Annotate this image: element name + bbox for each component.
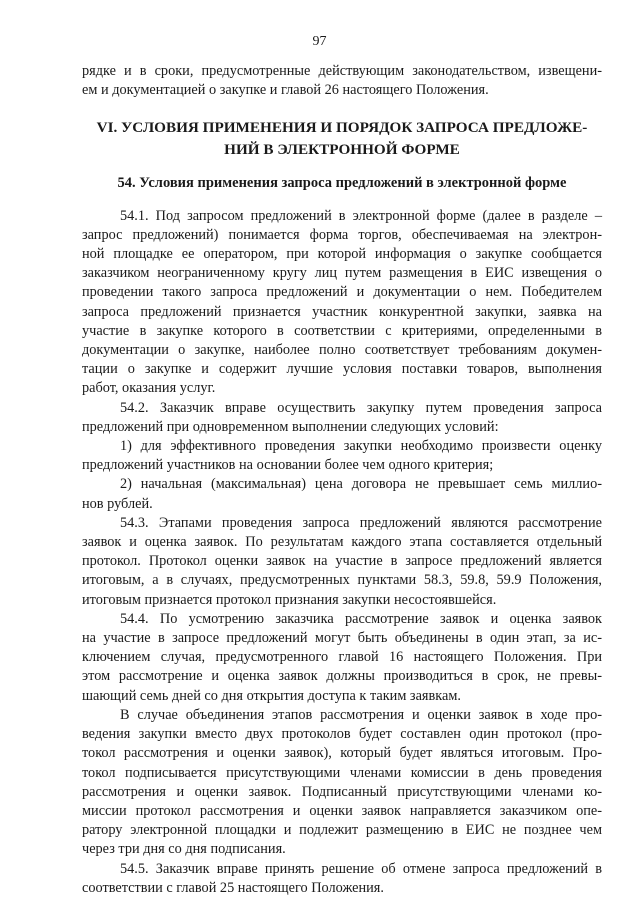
- text-line: итоговым признается протокол признания закупки несостоявшейся.: [82, 591, 497, 608]
- text-line: ной площадке ее оператором, при которой информация о закупке сообщается: [82, 246, 602, 263]
- text-line: протокол. Протокол оценки заявок на участие в запросе предложений является: [82, 553, 602, 570]
- text-line: нов рублей.: [82, 495, 153, 512]
- section-title: [82, 117, 602, 161]
- text-line: миссии протокол рассмотрения и оценки заявок направляется заказчиком опе-: [82, 802, 602, 819]
- text-line: ем и документацией о закупке и главой 26 настоящего Положения.: [82, 82, 489, 99]
- text-line: 54.3. Этапами проведения запроса предложений являются рассмотрение: [120, 514, 602, 531]
- paragraph-merge-case: [82, 706, 602, 860]
- text-line: предложений при одновременном выполнении следующих условий:: [82, 418, 499, 435]
- text-line: через три дня со дня подписания.: [82, 841, 286, 858]
- section-title-line: НИЙ В ЭЛЕКТРОННОЙ ФОРМЕ: [224, 141, 460, 159]
- paragraph-54-5: [82, 860, 602, 898]
- text-line: токол подписывается присутствующими членами комиссии в день проведения: [82, 764, 602, 781]
- text-line: соответствии с главой 25 настоящего Положения.: [82, 879, 384, 896]
- text-line: заявок и оценка заявок. По результатам каждого этапа составляется отдельный: [82, 534, 602, 551]
- text-line: 54.1. Под запросом предложений в электронной форме (далее в разделе –: [120, 207, 602, 224]
- paragraph-54-1: [82, 207, 602, 399]
- text-line: запроса предложений признается участник конкурентной закупки, заявка на: [82, 303, 602, 320]
- text-line: документации о закупке, наиболее полно соответствует требованиям докумен-: [82, 342, 602, 359]
- text-line: 1) для эффективного проведения закупки необходимо произвести оценку: [120, 438, 602, 455]
- list-item-1: [82, 437, 602, 475]
- list-item-2: [82, 475, 602, 513]
- paragraph-54-3: [82, 514, 602, 610]
- intro-paragraph: [82, 62, 602, 100]
- text-line: ключением случая, предусмотренного главой 16 настоящего Положения. При: [82, 649, 602, 666]
- subsection-title: 54. Условия применения запроса предложений в электронной форме: [117, 175, 567, 192]
- text-line: 54.2. Заказчик вправе осуществить закупку путем проведения запроса: [120, 399, 602, 416]
- paragraph-54-2: [82, 399, 602, 437]
- section-title-line: VI. УСЛОВИЯ ПРИМЕНЕНИЯ И ПОРЯДОК ЗАПРОСА ПРЕДЛОЖЕ-: [96, 119, 588, 137]
- text-line: запрос предложений) понимается форма торгов, обеспечиваемая на электрон-: [82, 226, 602, 243]
- text-line: тации о закупке и содержит лучшие условия поставки товаров, выполнения: [82, 361, 602, 378]
- text-line: итоговым, а в случаях, предусмотренных пунктами 58.3, 59.8, 59.9 Положения,: [82, 572, 602, 589]
- text-line: токол рассмотрения и оценки заявок), который будет являться итоговым. Про-: [82, 745, 602, 762]
- page-content: [82, 62, 602, 898]
- text-line: ратору электронной площадки и подлежит размещению в ЕИС не позднее чем: [82, 822, 602, 839]
- text-line: участие в закупке которого в соответствии с критериями, определенными в: [82, 322, 602, 339]
- text-line: этом рассмотрение и оценка заявок должны производиться в срок, не превы-: [82, 668, 602, 685]
- text-line: заказчиком неограниченному кругу лиц путем размещения в ЕИС извещения о: [82, 265, 602, 282]
- text-line: рядке и в сроки, предусмотренные действующим законодательством, извещени-: [82, 63, 602, 79]
- text-line: предложений участников на основании более чем одного критерия;: [82, 457, 494, 474]
- text-line: на участие в запросе предложений могут быть объединены в один этап, за ис-: [82, 630, 602, 647]
- text-line: проведении такого запроса предложений и документации о нем. Победителем: [82, 284, 602, 301]
- text-line: рассмотрения и оценки заявок. Подписанный присутствующими членами ко-: [82, 783, 602, 800]
- text-line: 2) начальная (максимальная) цена договора не превышает семь миллио-: [120, 476, 602, 493]
- text-line: работ, оказания услуг.: [82, 380, 216, 397]
- page-number: 97: [312, 34, 327, 49]
- text-line: 54.4. По усмотрению заказчика рассмотрение заявок и оценка заявок: [120, 610, 602, 627]
- paragraph-54-4: [82, 610, 602, 706]
- text-line: 54.5. Заказчик вправе принять решение об отмене запроса предложений в: [120, 860, 602, 877]
- text-line: В случае объединения этапов рассмотрения и оценки заявок в ходе про-: [120, 706, 602, 723]
- text-line: ведения закупки вместо двух протоколов будет составлен один протокол (про-: [82, 726, 602, 743]
- text-line: шающий семь дней со дня открытия доступа к таким заявкам.: [82, 687, 461, 704]
